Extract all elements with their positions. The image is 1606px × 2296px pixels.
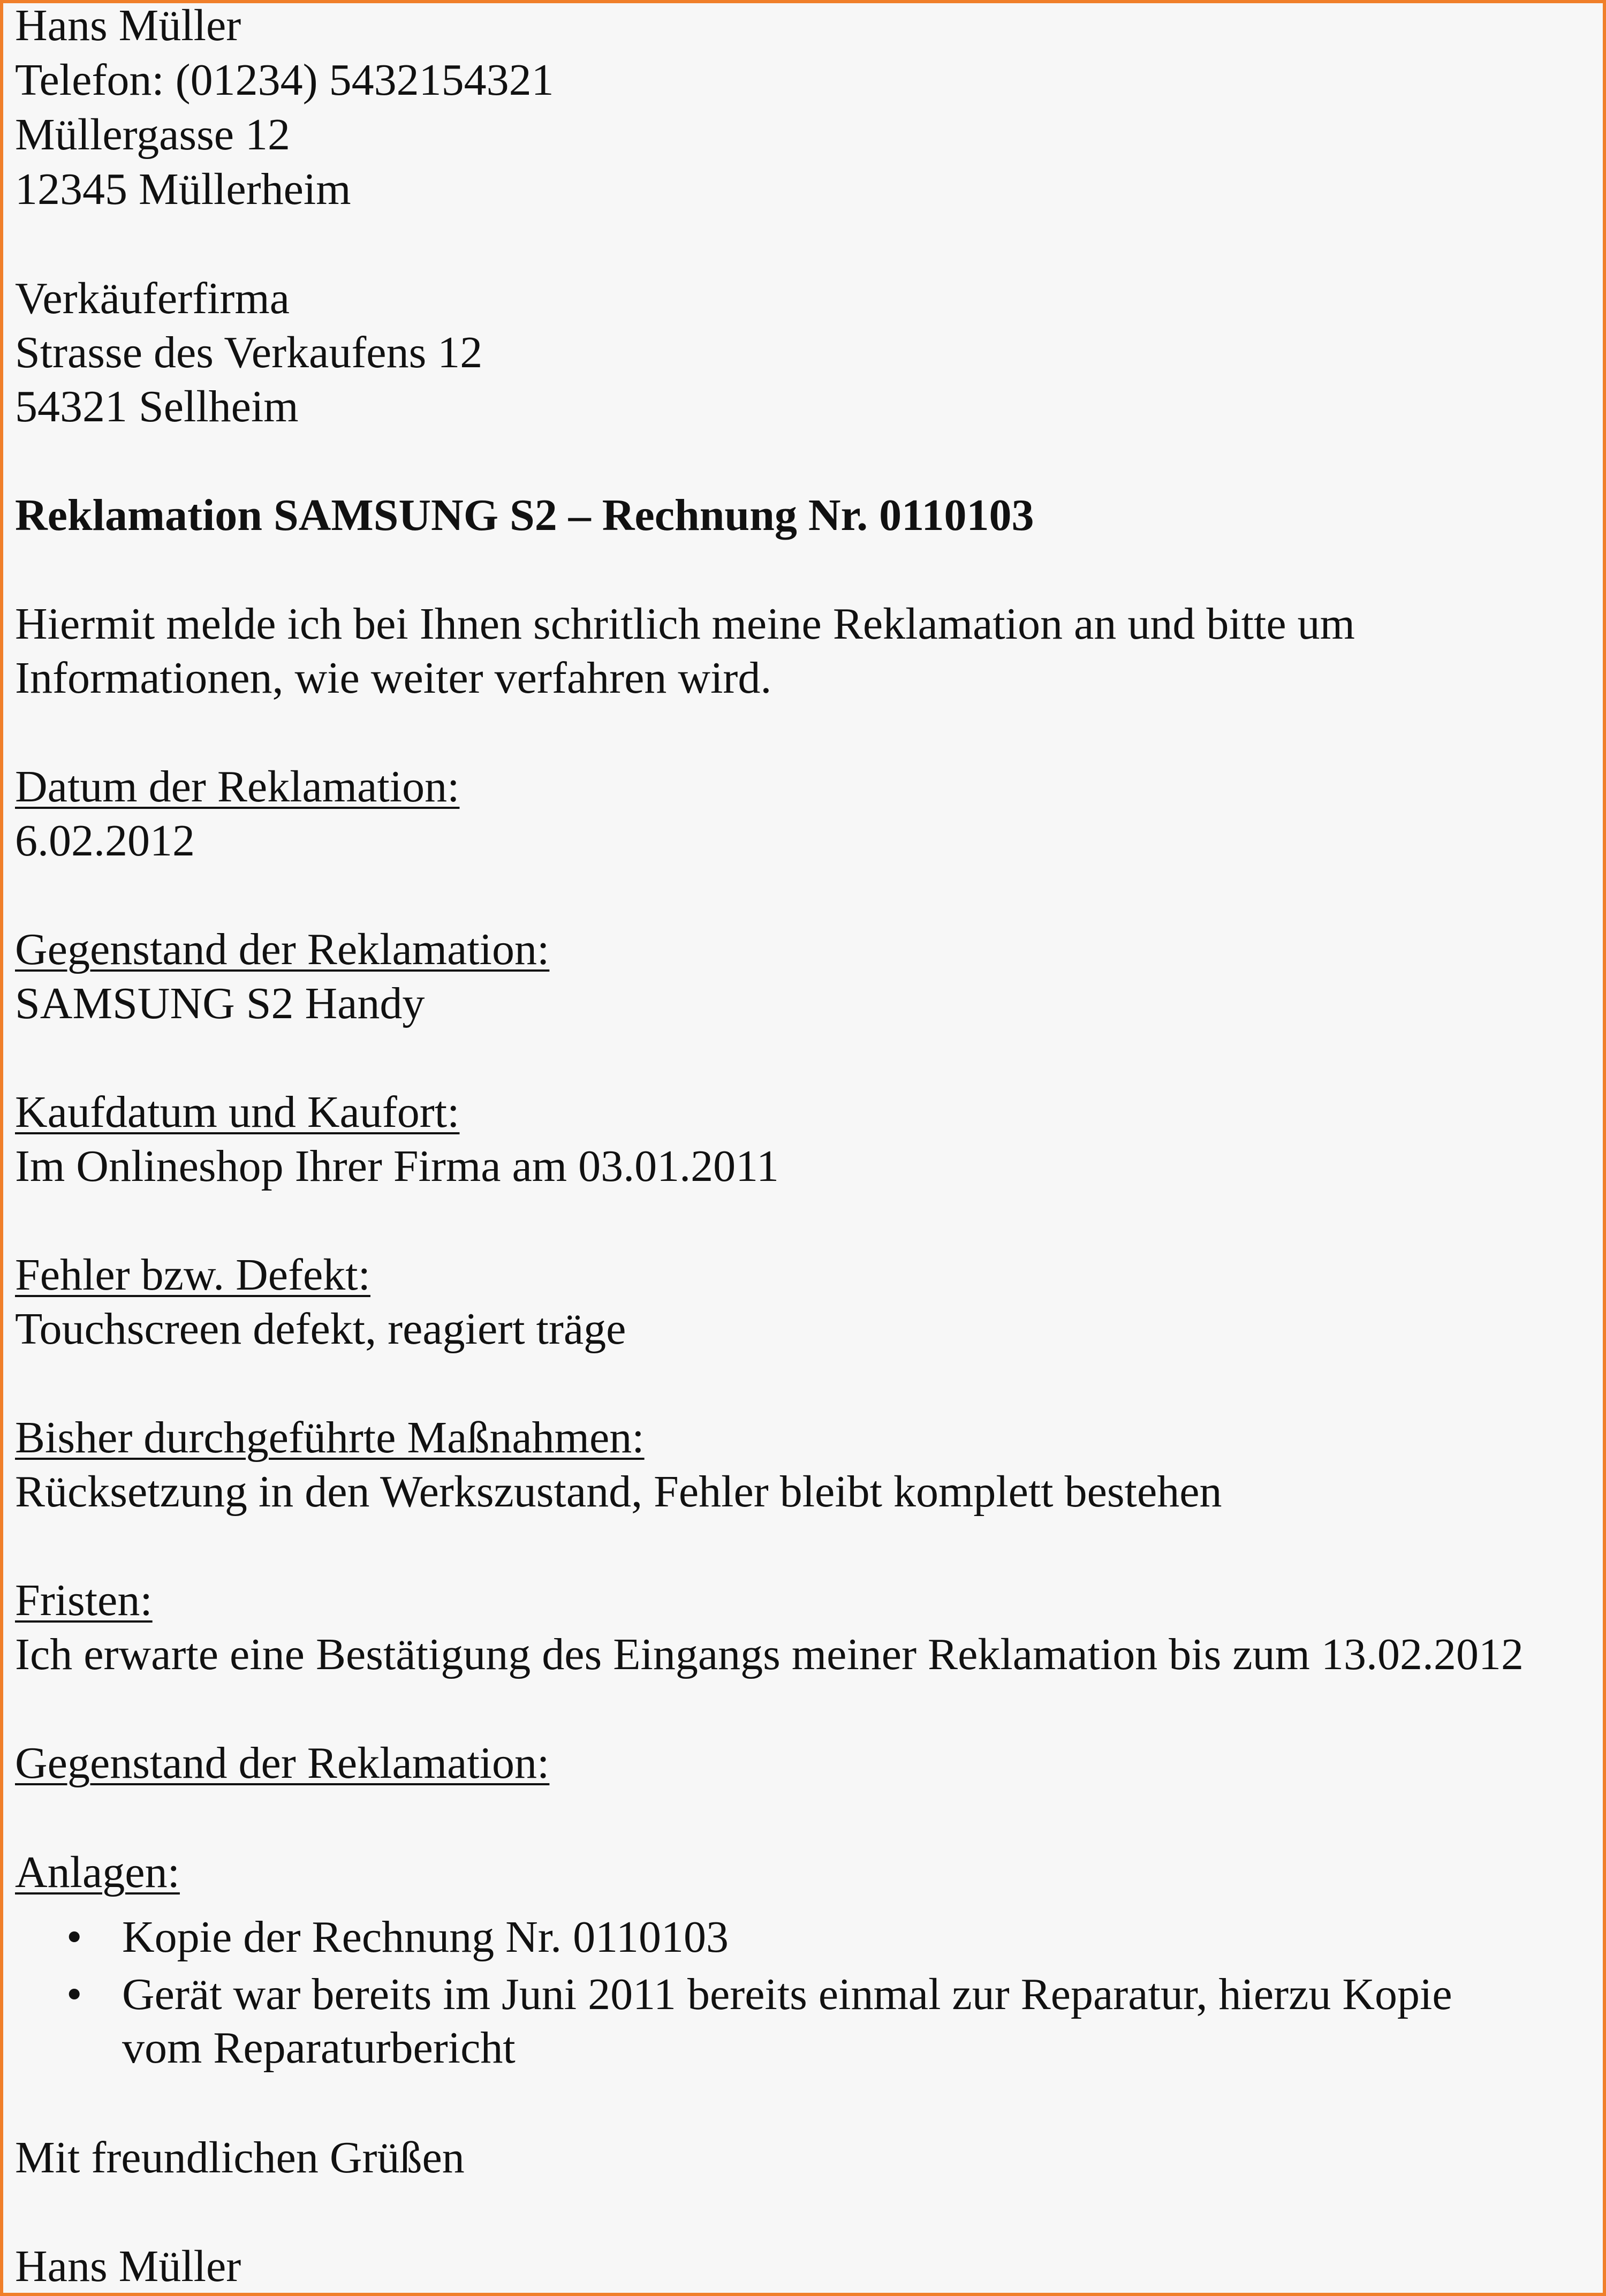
- bullet-icon: •: [66, 1912, 82, 1962]
- section-value-massnahmen: Rücksetzung in den Werkszustand, Fehler bleibt komplett bestehen: [15, 1467, 1222, 1517]
- closing-greeting: Mit freundlichen Grüßen: [15, 2133, 465, 2183]
- signature-name: Hans Müller: [15, 2241, 241, 2291]
- attachment-item-1: Kopie der Rechnung Nr. 0110103: [122, 1912, 729, 1962]
- section-value-gegenstand: SAMSUNG S2 Handy: [15, 979, 425, 1028]
- sender-name: Hans Müller: [15, 1, 241, 50]
- intro-line-2: Informationen, wie weiter verfahren wird.: [15, 653, 772, 703]
- recipient-company: Verkäuferfirma: [15, 274, 290, 323]
- section-heading-fehler: Fehler bzw. Defekt:: [15, 1250, 370, 1300]
- recipient-city: 54321 Sellheim: [15, 382, 299, 431]
- sender-city: 12345 Müllerheim: [15, 164, 351, 214]
- section-heading-kaufdatum: Kaufdatum und Kaufort:: [15, 1087, 460, 1137]
- bullet-icon: •: [66, 1969, 82, 2019]
- subject-line: Reklamation SAMSUNG S2 – Rechnung Nr. 0110103: [15, 490, 1034, 540]
- section-heading-gegenstand: Gegenstand der Reklamation:: [15, 925, 550, 974]
- section-value-datum: 6.02.2012: [15, 816, 195, 866]
- attachment-item-2-line-2: vom Reparaturbericht: [122, 2023, 516, 2073]
- sender-street: Müllergasse 12: [15, 110, 291, 160]
- section-heading-fristen: Fristen:: [15, 1575, 153, 1625]
- attachments-heading: Anlagen:: [15, 1847, 180, 1897]
- section-heading-massnahmen: Bisher durchgeführte Maßnahmen:: [15, 1413, 645, 1463]
- attachment-item-2-line-1: Gerät war bereits im Juni 2011 bereits einmal zur Reparatur, hierzu Kopie: [122, 1969, 1452, 2019]
- section-heading-datum: Datum der Reklamation:: [15, 762, 460, 812]
- section-value-fehler: Touchscreen defekt, reagiert träge: [15, 1304, 626, 1354]
- recipient-street: Strasse des Verkaufens 12: [15, 328, 483, 377]
- section-value-fristen: Ich erwarte eine Bestätigung des Eingangs meiner Reklamation bis zum 13.02.2012: [15, 1630, 1524, 1679]
- intro-line-1: Hiermit melde ich bei Ihnen schritlich meine Reklamation an und bitte um: [15, 599, 1355, 649]
- section-value-kaufdatum: Im Onlineshop Ihrer Firma am 03.01.2011: [15, 1141, 779, 1191]
- section-heading-gegenstand-2: Gegenstand der Reklamation:: [15, 1738, 550, 1788]
- sender-phone: Telefon: (01234) 5432154321: [15, 55, 554, 105]
